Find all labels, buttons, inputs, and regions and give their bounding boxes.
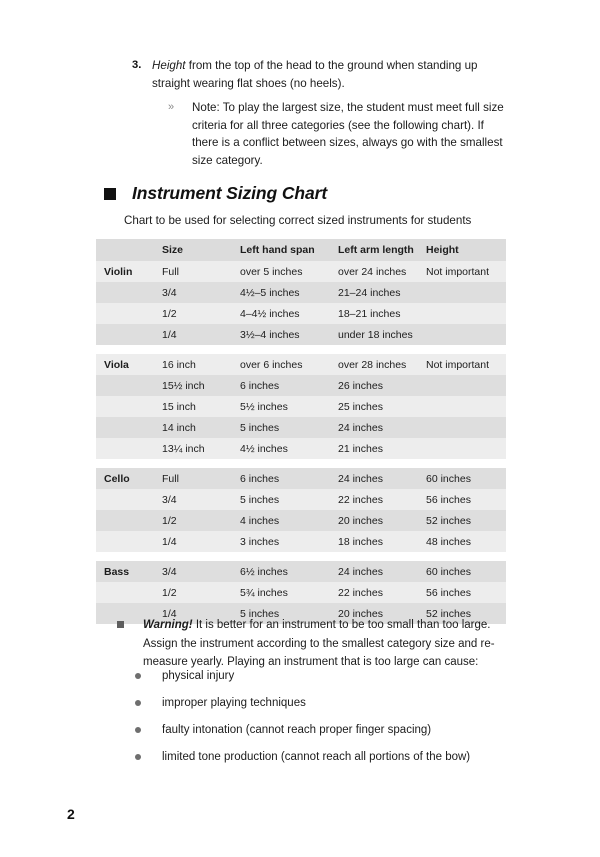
cell-arm-length: 24 inches bbox=[338, 561, 426, 582]
cell-arm-length: 25 inches bbox=[338, 396, 426, 417]
cell-arm-length: 22 inches bbox=[338, 582, 426, 603]
section-subheading: Chart to be used for selecting correct sized instruments for students bbox=[124, 214, 472, 227]
cell-height: 56 inches bbox=[426, 489, 506, 510]
cell-hand-span: 4½–5 inches bbox=[240, 282, 338, 303]
cell-arm-length: 18–21 inches bbox=[338, 303, 426, 324]
cell-arm-length: 20 inches bbox=[338, 510, 426, 531]
cell-height bbox=[426, 417, 506, 438]
cell-arm-length: 21 inches bbox=[338, 438, 426, 459]
list-item bbox=[135, 722, 515, 749]
cell-size: 3/4 bbox=[162, 561, 240, 582]
cell-size: Full bbox=[162, 468, 240, 489]
cell-height bbox=[426, 303, 506, 324]
cell-arm-length: 21–24 inches bbox=[338, 282, 426, 303]
cell-arm-length: 24 inches bbox=[338, 417, 426, 438]
table-row bbox=[96, 561, 506, 582]
cell-arm-length: 18 inches bbox=[338, 531, 426, 552]
table-row bbox=[96, 375, 506, 396]
cell-hand-span: 5 inches bbox=[240, 417, 338, 438]
instrument-sizing-table bbox=[96, 239, 506, 624]
warning-marker bbox=[117, 616, 143, 628]
circle-bullet-icon bbox=[135, 673, 141, 679]
table-row bbox=[96, 510, 506, 531]
circle-bullet-icon bbox=[135, 727, 141, 733]
table-row bbox=[96, 354, 506, 375]
warning-block bbox=[117, 616, 507, 672]
cell-height: 60 inches bbox=[426, 468, 506, 489]
table-row bbox=[96, 303, 506, 324]
cell-height bbox=[426, 396, 506, 417]
cell-height bbox=[426, 282, 506, 303]
list-item-label: improper playing techniques bbox=[162, 697, 306, 709]
cell-size: 1/2 bbox=[162, 510, 240, 531]
list-item-label: faulty intonation (cannot reach proper finger spacing) bbox=[162, 724, 432, 736]
numbered-list-item-text bbox=[152, 57, 504, 92]
cell-height bbox=[426, 324, 506, 345]
spacer-cell bbox=[96, 552, 506, 561]
table-group-spacer bbox=[96, 459, 506, 468]
guillemet-icon: » bbox=[168, 101, 175, 113]
cell-hand-span: 4½ inches bbox=[240, 438, 338, 459]
cell-height: 52 inches bbox=[426, 603, 506, 624]
cell-height: 48 inches bbox=[426, 531, 506, 552]
cell-arm-length: 20 inches bbox=[338, 603, 426, 624]
list-item-label: physical injury bbox=[162, 670, 235, 682]
list-number-marker: 3. bbox=[132, 59, 142, 71]
cell-instrument bbox=[96, 303, 162, 324]
table-row bbox=[96, 417, 506, 438]
table-body bbox=[96, 239, 506, 624]
table-header-row bbox=[96, 239, 506, 261]
cell-arm-length: over 24 inches bbox=[338, 261, 426, 282]
cell-height: 56 inches bbox=[426, 582, 506, 603]
note-text: Note: To play the largest size, the student must meet full size criteria for all three categories (see the following chart). If there is a conflict between sizes, always go with the smallest size category. bbox=[192, 101, 504, 167]
cell-size: 1/4 bbox=[162, 531, 240, 552]
cell-size: 14 inch bbox=[162, 417, 240, 438]
cell-instrument bbox=[96, 324, 162, 345]
circle-bullet-icon bbox=[135, 700, 141, 706]
table-row bbox=[96, 531, 506, 552]
cell-height: 52 inches bbox=[426, 510, 506, 531]
cell-hand-span: over 5 inches bbox=[240, 261, 338, 282]
cell-instrument: Viola bbox=[96, 354, 162, 375]
cell-hand-span: 5 inches bbox=[240, 603, 338, 624]
note-sub-item bbox=[168, 99, 508, 169]
cell-hand-span: 4 inches bbox=[240, 510, 338, 531]
cell-arm-length: 26 inches bbox=[338, 375, 426, 396]
cell-hand-span: over 6 inches bbox=[240, 354, 338, 375]
consequences-bullet-list bbox=[135, 668, 515, 776]
cell-instrument bbox=[96, 417, 162, 438]
cell-size: Full bbox=[162, 261, 240, 282]
cell-size: 1/2 bbox=[162, 582, 240, 603]
cell-instrument bbox=[96, 375, 162, 396]
cell-height: 60 inches bbox=[426, 561, 506, 582]
cell-size: 16 inch bbox=[162, 354, 240, 375]
bullet-marker bbox=[135, 749, 162, 760]
cell-hand-span: 6½ inches bbox=[240, 561, 338, 582]
header-cell-instrument bbox=[96, 239, 162, 261]
bullet-marker bbox=[135, 722, 162, 733]
cell-instrument bbox=[96, 282, 162, 303]
cell-size: 1/4 bbox=[162, 324, 240, 345]
bullet-marker bbox=[135, 695, 162, 706]
spacer-cell bbox=[96, 345, 506, 354]
cell-instrument: Violin bbox=[96, 261, 162, 282]
cell-instrument bbox=[96, 396, 162, 417]
cell-hand-span: 5 inches bbox=[240, 489, 338, 510]
circle-bullet-icon bbox=[135, 754, 141, 760]
cell-arm-length: over 28 inches bbox=[338, 354, 426, 375]
cell-instrument bbox=[96, 438, 162, 459]
header-cell-left-arm-length: Left arm length bbox=[338, 239, 426, 261]
square-bullet-icon bbox=[117, 621, 124, 628]
spacer-cell bbox=[96, 459, 506, 468]
cell-size: 15 inch bbox=[162, 396, 240, 417]
cell-hand-span: 6 inches bbox=[240, 375, 338, 396]
cell-hand-span: 3 inches bbox=[240, 531, 338, 552]
list-item bbox=[135, 668, 515, 695]
cell-arm-length: 24 inches bbox=[338, 468, 426, 489]
height-emphasis: Height bbox=[152, 59, 186, 72]
header-cell-height: Height bbox=[426, 239, 506, 261]
cell-size: 15½ inch bbox=[162, 375, 240, 396]
section-heading-text: Instrument Sizing Chart bbox=[132, 183, 328, 203]
numbered-item-body: from the top of the head to the ground when standing up straight wearing flat shoes (no heels). bbox=[152, 59, 478, 90]
cell-size: 1/4 bbox=[162, 603, 240, 624]
cell-instrument: Bass bbox=[96, 561, 162, 582]
cell-height bbox=[426, 375, 506, 396]
page-number: 2 bbox=[67, 806, 75, 822]
cell-instrument: Cello bbox=[96, 468, 162, 489]
square-bullet-icon bbox=[104, 188, 116, 200]
header-cell-size: Size bbox=[162, 239, 240, 261]
list-item bbox=[135, 749, 515, 776]
warning-body-text: It is better for an instrument to be too small than too large. Assign the instrument according to the smallest category size and re-measure yearly. Playing an instrument that is too large can cause: bbox=[143, 619, 495, 668]
table-row bbox=[96, 468, 506, 489]
cell-size: 3/4 bbox=[162, 489, 240, 510]
table-group-spacer bbox=[96, 345, 506, 354]
cell-height bbox=[426, 438, 506, 459]
table-group-spacer bbox=[96, 552, 506, 561]
table-row bbox=[96, 582, 506, 603]
cell-hand-span: 5¾ inches bbox=[240, 582, 338, 603]
cell-size: 13¼ inch bbox=[162, 438, 240, 459]
table-row bbox=[96, 282, 506, 303]
table-row bbox=[96, 261, 506, 282]
list-item bbox=[135, 695, 515, 722]
bullet-marker bbox=[135, 668, 162, 679]
cell-hand-span: 6 inches bbox=[240, 468, 338, 489]
table-row bbox=[96, 324, 506, 345]
cell-hand-span: 5½ inches bbox=[240, 396, 338, 417]
warning-text bbox=[143, 616, 507, 672]
cell-instrument bbox=[96, 489, 162, 510]
table-row bbox=[96, 438, 506, 459]
numbered-list-item-3 bbox=[132, 57, 504, 92]
cell-hand-span: 4–4½ inches bbox=[240, 303, 338, 324]
cell-height: Not important bbox=[426, 261, 506, 282]
table-row bbox=[96, 489, 506, 510]
warning-label: Warning! bbox=[143, 619, 193, 631]
cell-hand-span: 3½–4 inches bbox=[240, 324, 338, 345]
cell-height: Not important bbox=[426, 354, 506, 375]
list-item-label: limited tone production (cannot reach all portions of the bow) bbox=[162, 751, 471, 763]
cell-instrument bbox=[96, 531, 162, 552]
cell-arm-length: under 18 inches bbox=[338, 324, 426, 345]
cell-size: 1/2 bbox=[162, 303, 240, 324]
cell-instrument bbox=[96, 582, 162, 603]
cell-instrument bbox=[96, 510, 162, 531]
section-heading bbox=[104, 183, 327, 204]
cell-arm-length: 22 inches bbox=[338, 489, 426, 510]
table-row bbox=[96, 396, 506, 417]
header-cell-left-hand-span: Left hand span bbox=[240, 239, 338, 261]
cell-size: 3/4 bbox=[162, 282, 240, 303]
